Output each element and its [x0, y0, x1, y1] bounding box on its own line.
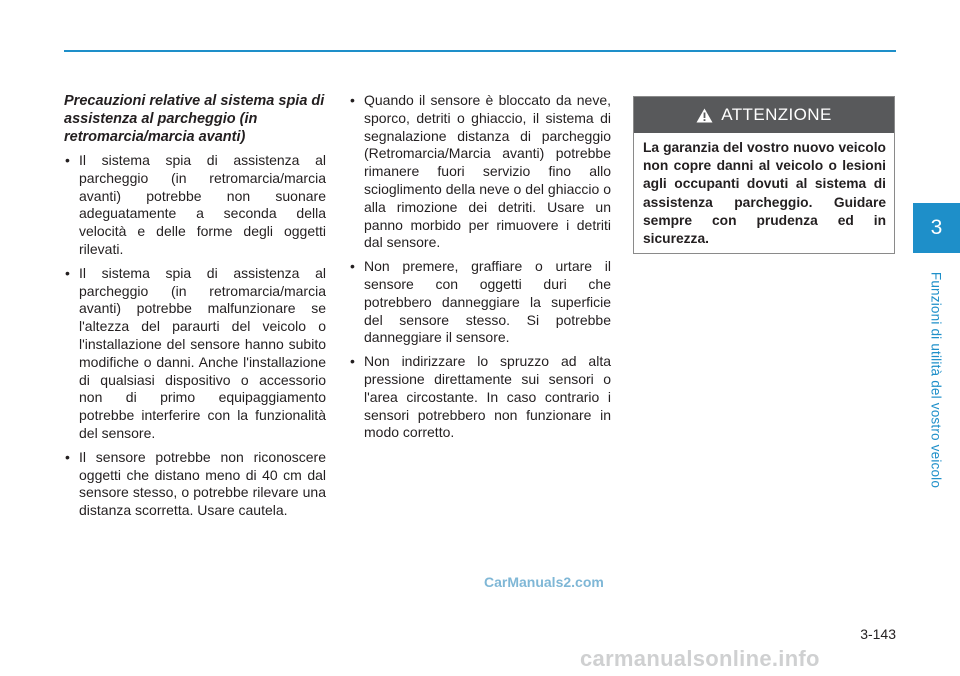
list-item [349, 258, 611, 347]
list-item [64, 152, 326, 259]
bullet-icon: • [350, 258, 355, 275]
list-item [349, 92, 611, 252]
list-item [349, 353, 611, 442]
chapter-title: Funzioni di utilità del vostro veicolo [928, 271, 944, 489]
chapter-number: 3 [930, 216, 943, 239]
bullet-icon: • [65, 152, 70, 168]
bullet-icon: • [65, 264, 70, 281]
left-bullet-list [64, 152, 326, 520]
watermark-top[interactable]: CarManuals2.com [484, 574, 604, 590]
list-item-text: Il sensore potrebbe non riconoscere oggetti che distano meno di 40 cm dal sensore stesso, o potrebbe rilevare una distanza scorretta. Usare cautela. [79, 448, 326, 519]
list-item [64, 449, 326, 520]
header-rule [64, 50, 896, 52]
warning-box [633, 96, 895, 254]
list-item-text: Il sistema spia di assistenza al parcheggio (in retromarcia/marcia avanti) potrebbe malfunzionare se l'altezza del paraurti del veicolo o l'installazione del sensore hanno subito modifiche o danni. Anche l'installazione di qualsiasi dispositivo o accessorio non di primo equipaggiamento potrebbe interferire con la funzionalità del sensore. [79, 264, 326, 441]
middle-bullet-list [349, 92, 611, 442]
list-item-text: Il sistema spia di assistenza al parcheggio (in retromarcia/marcia avanti) potrebbe non suonare adeguatamente a seconda della velocità e delle forme degli oggetti rilevati. [79, 152, 326, 257]
chapter-tab [913, 203, 960, 253]
warning-header [634, 97, 894, 133]
list-item-text: Non premere, graffiare o urtare il sensore con oggetti duri che potrebbero danneggiare la superficie del sensore stesso. Si potrebbe danneggiare il sensore. [364, 258, 611, 346]
watermark-bottom[interactable]: carmanualsonline.info [580, 646, 820, 671]
middle-column [349, 92, 611, 448]
bullet-icon: • [65, 448, 70, 465]
warning-text: La garanzia del vostro nuovo veicolo non copre danni al veicolo o lesioni agli occupanti dovuti al sistema di assistenza parcheggio. Guidare sempre con prudenza ed in sicurezza. [643, 140, 886, 247]
left-column [64, 92, 326, 526]
section-heading: Precauzioni relative al sistema spia di assistenza al parcheggio (in retromarcia/marcia avanti) [64, 93, 325, 145]
page-number: 3-143 [860, 626, 896, 642]
warning-triangle-icon [696, 108, 713, 123]
list-item-text: Non indirizzare lo spruzzo ad alta pressione direttamente sui sensori o l'area circostante. In caso contrario i sensori potrebbero non funzionare in modo corretto. [364, 353, 611, 441]
list-item-text: Quando il sensore è bloccato da neve, sporco, detriti o ghiaccio, il sistema di segnalazione distanza di parcheggio (Retromarcia/Marcia avanti) potrebbe rimanere fuori servizio fino allo scioglimento della neve o del ghiaccio o alla rimozione dei detriti. Usare un panno morbido per rimuovere i detriti dal sensore. [364, 92, 611, 251]
bullet-icon: • [350, 92, 355, 108]
warning-title: ATTENZIONE [721, 105, 832, 124]
list-item [64, 265, 326, 443]
bullet-icon: • [350, 353, 355, 370]
